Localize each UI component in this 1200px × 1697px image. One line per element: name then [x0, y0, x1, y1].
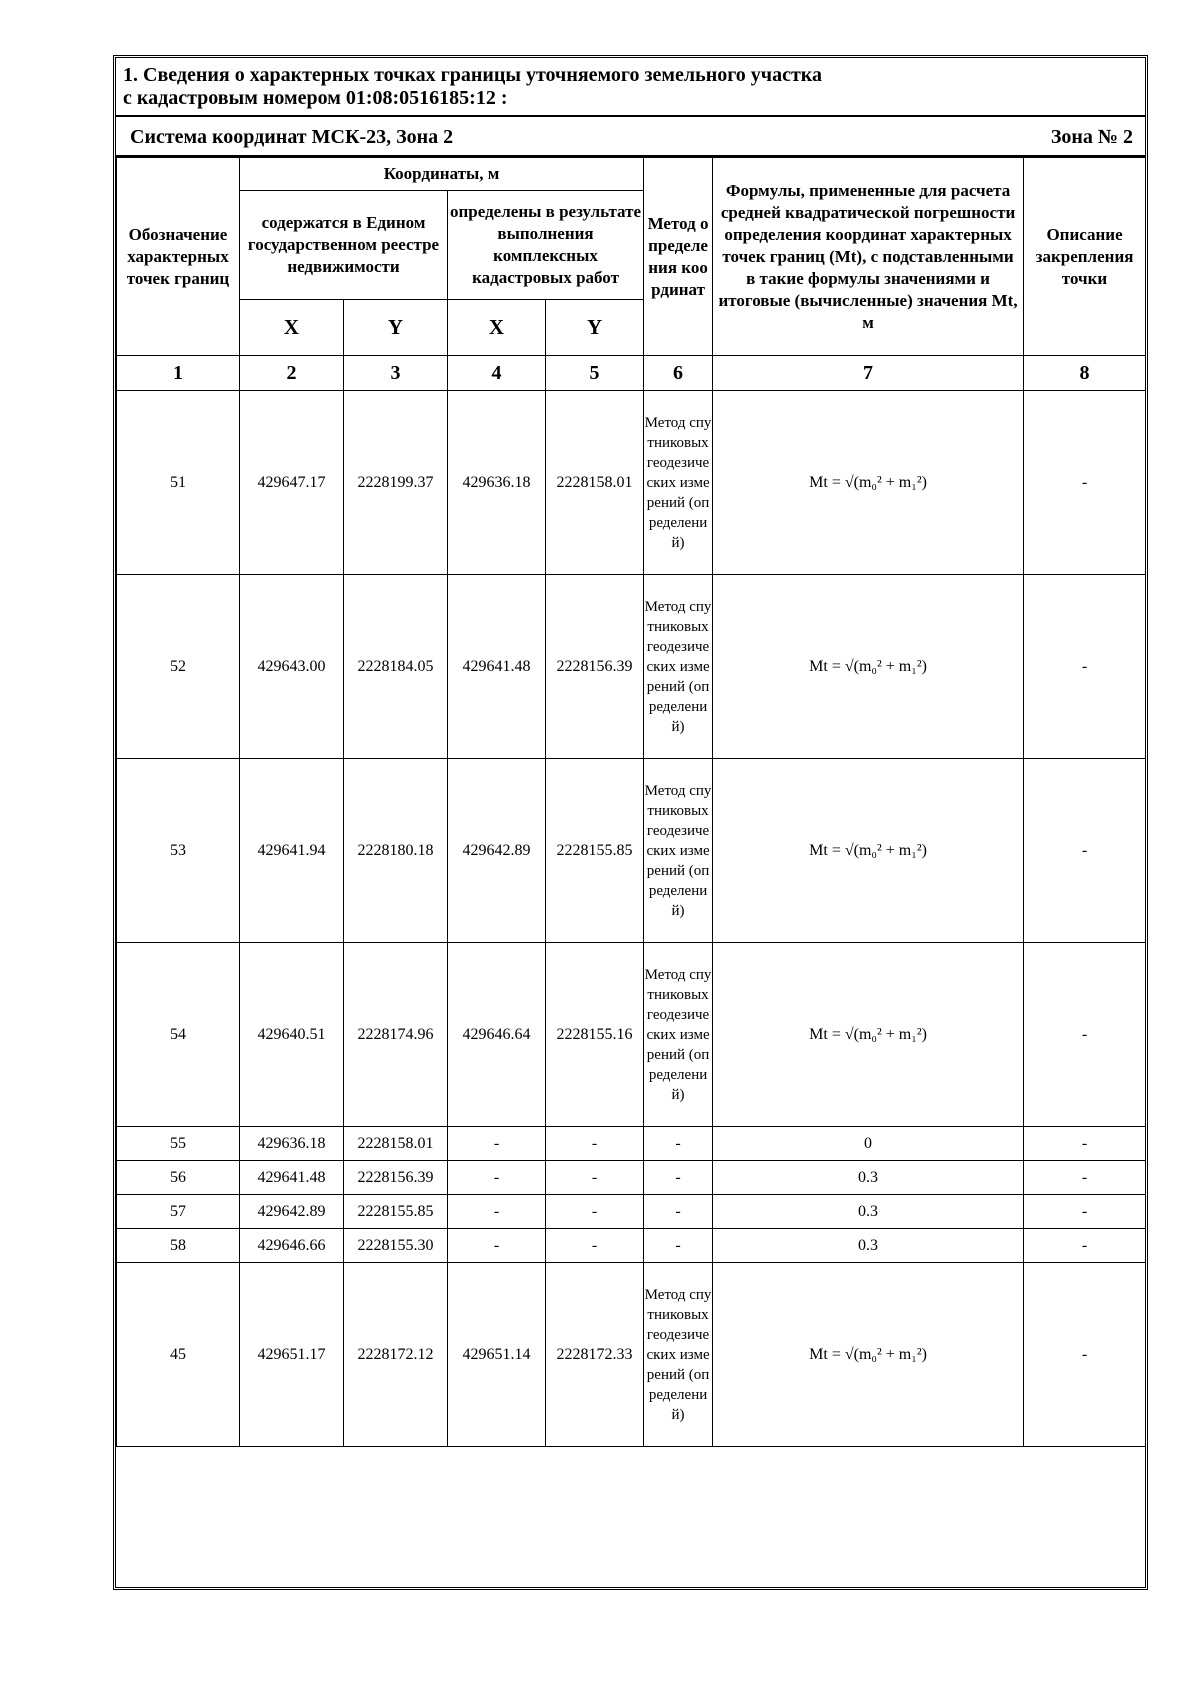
header-coordinates: Координаты, м	[240, 158, 644, 191]
y-egrn: 2228156.39	[344, 1161, 448, 1195]
x-egrn: 429641.94	[240, 759, 344, 943]
method: -	[644, 1195, 713, 1229]
fixation-description: -	[1024, 1229, 1146, 1263]
method: Метод спутниковых геодезических измерений (определений)	[644, 943, 713, 1127]
y-kkr: 2228156.39	[546, 575, 644, 759]
fixation-description: -	[1024, 1195, 1146, 1229]
x-kkr: 429636.18	[448, 391, 546, 575]
fixation-description: -	[1024, 1161, 1146, 1195]
y-egrn: 2228158.01	[344, 1127, 448, 1161]
x-kkr: 429651.14	[448, 1263, 546, 1447]
header-egrn: содержатся в Едином государственном реестре недвижимости	[240, 191, 448, 300]
point-id: 55	[117, 1127, 240, 1161]
header-method: Метод определения координат	[644, 158, 713, 356]
method: Метод спутниковых геодезических измерений (определений)	[644, 1263, 713, 1447]
table-row	[117, 575, 1146, 759]
point-id: 52	[117, 575, 240, 759]
col-number: 5	[546, 356, 644, 391]
x-egrn: 429647.17	[240, 391, 344, 575]
mt-formula: 0.3	[713, 1195, 1024, 1229]
header-description: Описание закрепления точки	[1024, 158, 1146, 356]
header-y-egrn: Y	[344, 300, 448, 356]
x-egrn: 429642.89	[240, 1195, 344, 1229]
mt-formula: 0	[713, 1127, 1024, 1161]
x-kkr: -	[448, 1127, 546, 1161]
title-line-2: с кадастровым номером 01:08:0516185:12 :	[123, 87, 508, 109]
y-egrn: 2228155.30	[344, 1229, 448, 1263]
fixation-description: -	[1024, 391, 1146, 575]
y-kkr: -	[546, 1229, 644, 1263]
header-y-kkr: Y	[546, 300, 644, 356]
y-kkr: 2228172.33	[546, 1263, 644, 1447]
y-kkr: -	[546, 1127, 644, 1161]
x-kkr: 429646.64	[448, 943, 546, 1127]
y-egrn: 2228180.18	[344, 759, 448, 943]
table-row	[117, 1127, 1146, 1161]
x-egrn: 429643.00	[240, 575, 344, 759]
col-number: 7	[713, 356, 1024, 391]
mt-formula: 0.3	[713, 1161, 1024, 1195]
x-egrn: 429636.18	[240, 1127, 344, 1161]
x-egrn: 429651.17	[240, 1263, 344, 1447]
y-kkr: 2228155.16	[546, 943, 644, 1127]
y-egrn: 2228174.96	[344, 943, 448, 1127]
point-id: 51	[117, 391, 240, 575]
x-kkr: 429641.48	[448, 575, 546, 759]
fixation-description: -	[1024, 943, 1146, 1127]
col-number: 4	[448, 356, 546, 391]
y-kkr: -	[546, 1161, 644, 1195]
mt-formula: Mt = √(m₀² + m₁²)	[713, 943, 1024, 1127]
method: -	[644, 1161, 713, 1195]
mt-formula: Mt = √(m₀² + m₁²)	[713, 575, 1024, 759]
table-row	[117, 1161, 1146, 1195]
x-kkr: 429642.89	[448, 759, 546, 943]
col-number: 3	[344, 356, 448, 391]
header-x-kkr: X	[448, 300, 546, 356]
x-kkr: -	[448, 1195, 546, 1229]
zone-label: Зона № 2	[1050, 126, 1133, 148]
y-egrn: 2228184.05	[344, 575, 448, 759]
fixation-description: -	[1024, 759, 1146, 943]
table-row	[117, 391, 1146, 575]
method: Метод спутниковых геодезических измерений (определений)	[644, 391, 713, 575]
points-table	[116, 157, 1146, 1597]
section-title	[116, 58, 1145, 117]
method: -	[644, 1229, 713, 1263]
method: Метод спутниковых геодезических измерений (определений)	[644, 575, 713, 759]
y-egrn: 2228155.85	[344, 1195, 448, 1229]
title-line-1: 1. Сведения о характерных точках границы уточняемого земельного участка	[123, 64, 823, 86]
coordinate-system-name: Система координат МСК-23, Зона 2	[130, 126, 454, 148]
point-id: 54	[117, 943, 240, 1127]
table-row	[117, 943, 1146, 1127]
col-number: 2	[240, 356, 344, 391]
coordinate-system-bar	[116, 117, 1145, 157]
col-number: 8	[1024, 356, 1146, 391]
table-row	[117, 1195, 1146, 1229]
y-kkr: -	[546, 1195, 644, 1229]
y-egrn: 2228172.12	[344, 1263, 448, 1447]
mt-formula: Mt = √(m₀² + m₁²)	[713, 759, 1024, 943]
table-row	[117, 1229, 1146, 1263]
x-egrn: 429641.48	[240, 1161, 344, 1195]
header-x-egrn: X	[240, 300, 344, 356]
col-number: 1	[117, 356, 240, 391]
point-id: 53	[117, 759, 240, 943]
x-kkr: -	[448, 1161, 546, 1195]
header-points: Обозначение характерных точек границ	[117, 158, 240, 356]
table-row	[117, 1263, 1146, 1447]
mt-formula: 0.3	[713, 1229, 1024, 1263]
table-row	[117, 759, 1146, 943]
header-formula: Формулы, примененные для расчета средней квадратической погрешности определения координат характерных точек границ (Mt), с подставленными в такие формулы значениями и итоговые (вычисленные) значения Mt, м	[713, 158, 1024, 356]
method: -	[644, 1127, 713, 1161]
x-egrn: 429646.66	[240, 1229, 344, 1263]
empty-footer-area	[117, 1447, 1146, 1598]
y-egrn: 2228199.37	[344, 391, 448, 575]
method: Метод спутниковых геодезических измерений (определений)	[644, 759, 713, 943]
x-kkr: -	[448, 1229, 546, 1263]
point-id: 58	[117, 1229, 240, 1263]
point-id: 45	[117, 1263, 240, 1447]
x-egrn: 429640.51	[240, 943, 344, 1127]
mt-formula: Mt = √(m₀² + m₁²)	[713, 391, 1024, 575]
header-kkr: определены в результате выполнения комплексных кадастровых работ	[448, 191, 644, 300]
col-number: 6	[644, 356, 713, 391]
document-frame	[113, 55, 1148, 1590]
fixation-description: -	[1024, 1263, 1146, 1447]
point-id: 57	[117, 1195, 240, 1229]
y-kkr: 2228155.85	[546, 759, 644, 943]
fixation-description: -	[1024, 575, 1146, 759]
mt-formula: Mt = √(m₀² + m₁²)	[713, 1263, 1024, 1447]
point-id: 56	[117, 1161, 240, 1195]
y-kkr: 2228158.01	[546, 391, 644, 575]
fixation-description: -	[1024, 1127, 1146, 1161]
